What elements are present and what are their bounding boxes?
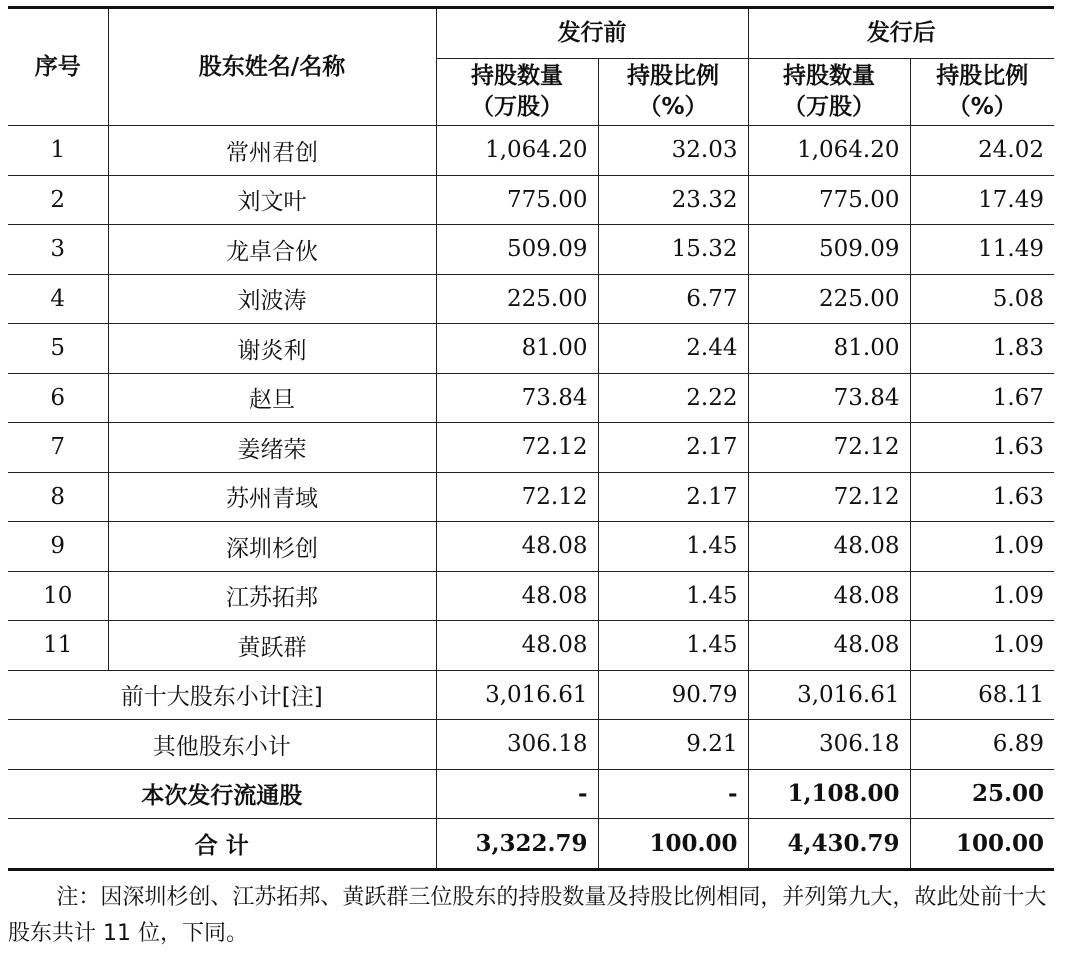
after-qty: 72.12 — [748, 423, 910, 473]
after-ratio: 17.49 — [910, 175, 1054, 225]
table-row — [8, 423, 1054, 473]
ratio-unit: （%） — [638, 94, 708, 120]
before-ratio: 90.79 — [598, 670, 748, 720]
summary-label: 其他股东小计 — [8, 720, 436, 770]
before-ratio: 2.22 — [598, 373, 748, 423]
row-number: 2 — [8, 175, 108, 225]
row-number: 3 — [8, 225, 108, 275]
after-qty: 73.84 — [748, 373, 910, 423]
shareholder-name: 赵旦 — [108, 373, 436, 423]
after-ratio: 24.02 — [910, 126, 1054, 176]
row-number: 7 — [8, 423, 108, 473]
after-qty: 81.00 — [748, 324, 910, 374]
before-qty: 73.84 — [436, 373, 598, 423]
header-after-ratio — [910, 59, 1054, 126]
before-qty: 72.12 — [436, 423, 598, 473]
row-number: 8 — [8, 472, 108, 522]
table-body — [8, 126, 1054, 870]
after-qty: 509.09 — [748, 225, 910, 275]
summary-row-top10 — [8, 670, 1054, 720]
after-ratio: 1.67 — [910, 373, 1054, 423]
shareholder-name: 刘波涛 — [108, 274, 436, 324]
table-row — [8, 571, 1054, 621]
before-qty: 225.00 — [436, 274, 598, 324]
before-ratio: 2.44 — [598, 324, 748, 374]
qty-unit: （万股） — [783, 94, 875, 120]
table-row — [8, 175, 1054, 225]
table-row — [8, 126, 1054, 176]
header-seq: 序号 — [8, 8, 108, 126]
after-qty: 1,064.20 — [748, 126, 910, 176]
header-after-qty — [748, 59, 910, 126]
before-ratio: - — [598, 769, 748, 819]
before-qty: 3,322.79 — [436, 819, 598, 870]
shareholder-name: 江苏拓邦 — [108, 571, 436, 621]
before-ratio: 23.32 — [598, 175, 748, 225]
before-qty: 3,016.61 — [436, 670, 598, 720]
before-ratio: 1.45 — [598, 621, 748, 671]
header-before-ratio — [598, 59, 748, 126]
table-row — [8, 274, 1054, 324]
table-row — [8, 373, 1054, 423]
after-qty: 306.18 — [748, 720, 910, 770]
summary-row-new-shares — [8, 769, 1054, 819]
header-after: 发行后 — [748, 8, 1054, 59]
qty-label: 持股数量 — [471, 63, 563, 89]
row-number: 1 — [8, 126, 108, 176]
before-qty: 48.08 — [436, 522, 598, 572]
ratio-unit: （%） — [947, 94, 1017, 120]
row-number: 11 — [8, 621, 108, 671]
shareholder-name: 黄跃群 — [108, 621, 436, 671]
shareholder-name: 苏州青域 — [108, 472, 436, 522]
before-qty: 509.09 — [436, 225, 598, 275]
after-qty: 3,016.61 — [748, 670, 910, 720]
summary-label: 前十大股东小计[注] — [8, 670, 436, 720]
before-ratio: 15.32 — [598, 225, 748, 275]
after-ratio: 1.83 — [910, 324, 1054, 374]
shareholder-table — [8, 6, 1054, 871]
summary-row-others — [8, 720, 1054, 770]
before-qty: - — [436, 769, 598, 819]
after-ratio: 1.09 — [910, 621, 1054, 671]
after-ratio: 1.09 — [910, 571, 1054, 621]
table-row — [8, 324, 1054, 374]
after-qty: 775.00 — [748, 175, 910, 225]
row-number: 10 — [8, 571, 108, 621]
shareholder-name: 深圳杉创 — [108, 522, 436, 572]
after-ratio: 5.08 — [910, 274, 1054, 324]
after-ratio: 1.09 — [910, 522, 1054, 572]
after-ratio: 25.00 — [910, 769, 1054, 819]
summary-row-total — [8, 819, 1054, 870]
header-name: 股东姓名/名称 — [108, 8, 436, 126]
table-row — [8, 472, 1054, 522]
table-row — [8, 522, 1054, 572]
after-ratio: 68.11 — [910, 670, 1054, 720]
before-ratio: 9.21 — [598, 720, 748, 770]
before-ratio: 32.03 — [598, 126, 748, 176]
before-ratio: 6.77 — [598, 274, 748, 324]
before-ratio: 100.00 — [598, 819, 748, 870]
after-qty: 225.00 — [748, 274, 910, 324]
row-number: 5 — [8, 324, 108, 374]
before-qty: 306.18 — [436, 720, 598, 770]
header-before-qty — [436, 59, 598, 126]
before-ratio: 1.45 — [598, 571, 748, 621]
shareholder-name: 姜绪荣 — [108, 423, 436, 473]
before-ratio: 2.17 — [598, 423, 748, 473]
after-ratio: 6.89 — [910, 720, 1054, 770]
after-ratio: 11.49 — [910, 225, 1054, 275]
shareholder-table-container — [8, 6, 1054, 871]
row-number: 6 — [8, 373, 108, 423]
shareholder-name: 刘文叶 — [108, 175, 436, 225]
before-qty: 72.12 — [436, 472, 598, 522]
before-qty: 48.08 — [436, 621, 598, 671]
before-qty: 1,064.20 — [436, 126, 598, 176]
before-qty: 775.00 — [436, 175, 598, 225]
after-ratio: 1.63 — [910, 472, 1054, 522]
before-qty: 48.08 — [436, 571, 598, 621]
before-ratio: 1.45 — [598, 522, 748, 572]
after-qty: 1,108.00 — [748, 769, 910, 819]
after-ratio: 1.63 — [910, 423, 1054, 473]
after-qty: 48.08 — [748, 522, 910, 572]
shareholder-name: 龙卓合伙 — [108, 225, 436, 275]
row-number: 4 — [8, 274, 108, 324]
shareholder-name: 谢炎利 — [108, 324, 436, 374]
before-qty: 81.00 — [436, 324, 598, 374]
summary-label: 本次发行流通股 — [8, 769, 436, 819]
table-row — [8, 225, 1054, 275]
ratio-label: 持股比例 — [936, 63, 1029, 89]
ratio-label: 持股比例 — [627, 63, 719, 89]
row-number: 9 — [8, 522, 108, 572]
before-ratio: 2.17 — [598, 472, 748, 522]
after-qty: 72.12 — [748, 472, 910, 522]
shareholder-name: 常州君创 — [108, 126, 436, 176]
header-before: 发行前 — [436, 8, 748, 59]
qty-label: 持股数量 — [783, 63, 875, 89]
after-qty: 4,430.79 — [748, 819, 910, 870]
after-qty: 48.08 — [748, 621, 910, 671]
qty-unit: （万股） — [471, 94, 563, 120]
footnote: 注：因深圳杉创、江苏拓邦、黄跃群三位股东的持股数量及持股比例相同，并列第九大，故此处前十大股东共计 11 位，下同。 — [8, 885, 1047, 946]
summary-label: 合 计 — [8, 819, 436, 870]
after-qty: 48.08 — [748, 571, 910, 621]
table-row — [8, 621, 1054, 671]
after-ratio: 100.00 — [910, 819, 1054, 870]
